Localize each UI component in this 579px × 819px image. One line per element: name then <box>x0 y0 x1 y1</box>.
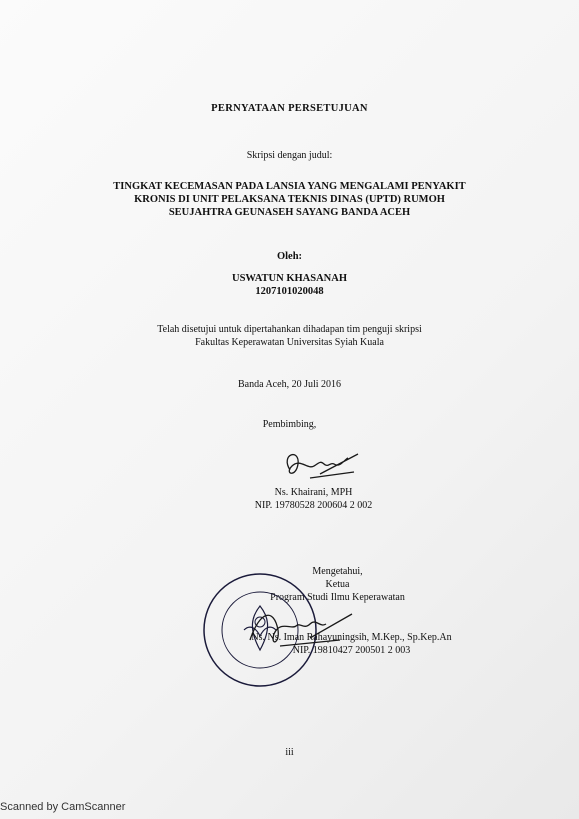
supervisor-nip: NIP. 19780528 200604 2 002 <box>254 500 373 511</box>
supervisor-info <box>24 486 579 512</box>
author-block <box>0 272 579 298</box>
oleh-label: Oleh: <box>276 251 303 262</box>
page-number: iii <box>285 747 294 758</box>
thesis-title-line: TINGKAT KECEMASAN PADA LANSIA YANG MENGALAMI PENYAKIT <box>113 181 466 192</box>
known-label: Mengetahui, <box>312 566 363 577</box>
known-role: Program Studi Ilmu Keperawatan <box>270 592 405 603</box>
supervisor-signature <box>270 444 365 486</box>
scanner-watermark: Scanned by CamScanner <box>0 801 126 813</box>
head-nip: NIP. 19810427 200501 2 003 <box>292 645 411 656</box>
document-heading: PERNYATAAN PERSETUJUAN <box>211 103 368 114</box>
thesis-title <box>0 180 579 219</box>
approval-line: Telah disetujui untuk dipertahankan dihadapan tim penguji skripsi <box>157 324 422 335</box>
author-id: 1207101020048 <box>255 286 324 297</box>
subtitle: Skripsi dengan judul: <box>246 150 333 161</box>
place-date: Banda Aceh, 20 Juli 2016 <box>237 379 342 390</box>
head-info <box>62 631 579 657</box>
author-name: USWATUN KHASANAH <box>231 273 348 284</box>
approval-statement <box>0 323 579 349</box>
thesis-title-line: KRONIS DI UNIT PELAKSANA TEKNIS DINAS (UPTD) RUMOH <box>134 194 445 205</box>
thesis-title-line: SEUJAHTRA GEUNASEH SAYANG BANDA ACEH <box>168 207 411 218</box>
known-role: Ketua <box>325 579 350 590</box>
approval-line: Fakultas Keperawatan Universitas Syiah Kuala <box>195 337 384 348</box>
supervisor-name: Ns. Khairani, MPH <box>274 487 353 498</box>
head-name: Ns. Ns. Iman Rahayuningsih, M.Kep., Sp.Kep.An <box>251 632 452 643</box>
supervisor-label: Pembimbing, <box>262 419 317 430</box>
